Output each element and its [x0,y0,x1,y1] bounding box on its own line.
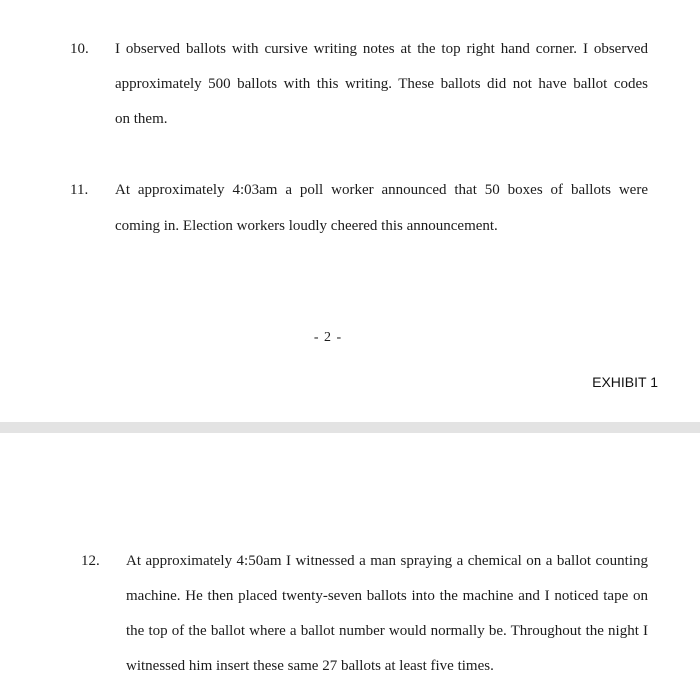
paragraph-line: machine. He then placed twenty-seven ballots into the machine and I noticed tape on [126,588,648,604]
paragraph-line: At approximately 4:50am I witnessed a man spraying a chemical on a ballot counting [126,553,648,569]
paragraph-line: I observed ballots with cursive writing notes at the top right hand corner. I observed [115,41,648,57]
page-separator [0,422,700,433]
paragraph-line: the top of the ballot where a ballot number would normally be. Throughout the night I [126,623,648,639]
paragraph-number: 11. [70,182,89,198]
paragraph-line: approximately 500 ballots with this writing. These ballots did not have ballot codes [115,76,648,92]
paragraph-line: At approximately 4:03am a poll worker announced that 50 boxes of ballots were [115,182,648,198]
exhibit-label: EXHIBIT 1 [592,374,658,390]
paragraph-line: on them. [115,111,168,127]
paragraph-number: 12. [81,553,100,569]
paragraph-line: witnessed him insert these same 27 ballots at least five times. [126,658,494,674]
document-page-3 [0,433,700,688]
paragraph-line: coming in. Election workers loudly cheered this announcement. [115,218,498,234]
page-number: - 2 - [313,330,343,345]
paragraph-number: 10. [70,41,89,57]
